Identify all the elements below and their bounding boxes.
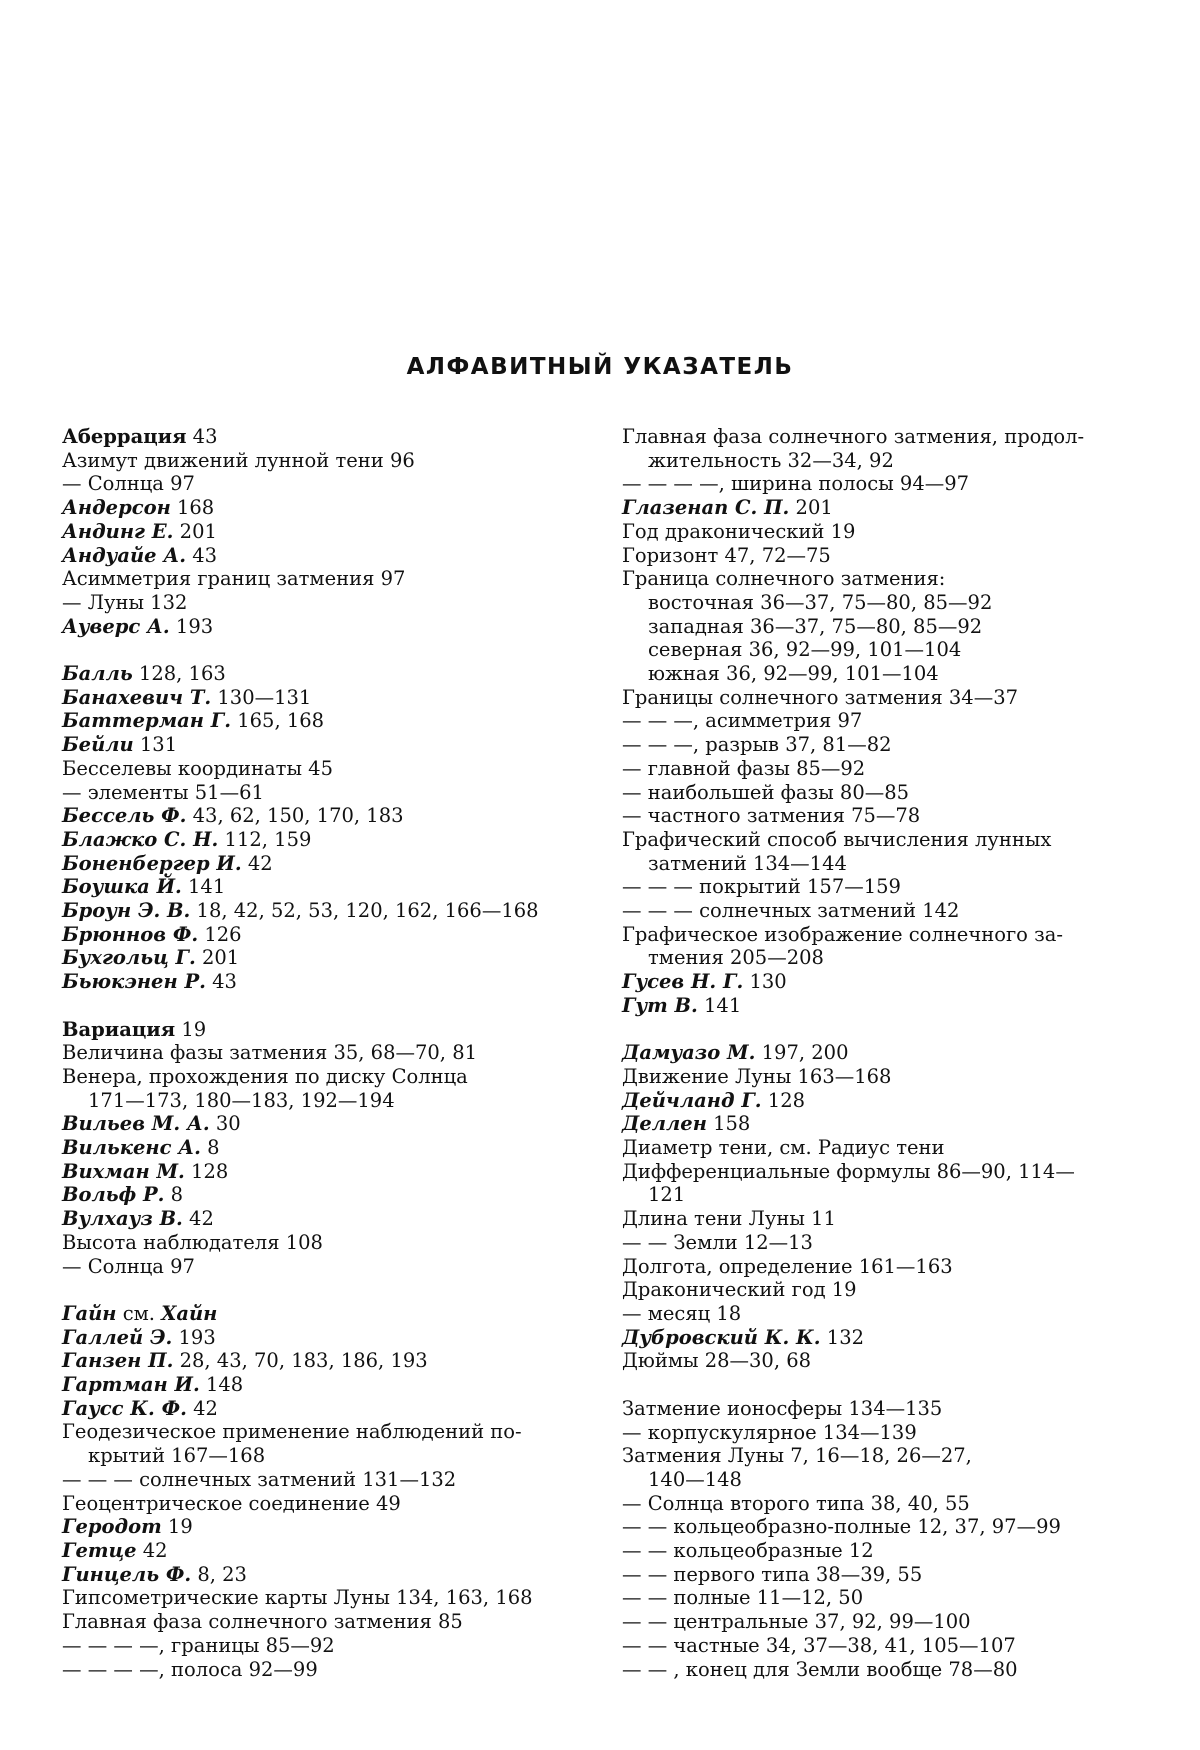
index-entry — [622, 1349, 1142, 1373]
index-entry — [62, 544, 582, 568]
index-entry — [62, 1539, 582, 1563]
index-entry-text: 128, 163 — [132, 662, 226, 686]
index-entry — [62, 852, 582, 876]
index-entry — [62, 449, 582, 473]
index-entry-text: 141 — [697, 993, 742, 1017]
index-entry-text: 165, 168 — [231, 709, 325, 733]
index-entry — [622, 828, 1142, 852]
index-entry-text: Главная фаза солнечного затмения, продол- — [622, 425, 1085, 448]
index-entry — [62, 1515, 582, 1539]
index-entry — [62, 496, 582, 520]
index-entry-text: — — кольцеобразные 12 — [622, 1539, 874, 1563]
index-entry-name: Глазенап С. П. — [622, 496, 790, 520]
index-entry — [62, 520, 582, 544]
index-entry-text: — Луны 132 — [62, 590, 188, 614]
index-entry — [62, 923, 582, 947]
index-entry — [622, 1421, 1142, 1445]
index-entry — [62, 1112, 582, 1136]
index-entry-name: Боушка Й. — [62, 875, 182, 899]
index-entry-name: Брюннов Ф. — [62, 922, 199, 946]
index-entry-text: Границы солнечного затмения 34—37 — [622, 685, 1019, 709]
index-entry-text: 43 — [205, 970, 237, 994]
index-entry — [62, 781, 582, 805]
index-entry-text: — — , конец для Земли вообще 78—80 — [622, 1657, 1018, 1681]
index-entry-text: Высота наблюдателя 108 — [62, 1230, 323, 1254]
index-entry-text: Дифференциальные формулы 86—90, 114— — [622, 1159, 1075, 1183]
index-entry-text: — частного затмения 75—78 — [622, 804, 921, 828]
index-entry-text: западная 36—37, 75—80, 85—92 — [648, 614, 983, 638]
index-entry — [622, 615, 1142, 639]
index-entry — [622, 1207, 1142, 1231]
index-entry — [62, 1492, 582, 1516]
index-entry-text: Граница солнечного затмения: — [622, 567, 946, 591]
index-entry-text: — — — —, границы 85—92 — [62, 1633, 335, 1657]
index-entry-text: — Солнца второго типа 38, 40, 55 — [622, 1491, 970, 1515]
index-entry-text: затмений 134—144 — [648, 851, 847, 875]
index-entry — [622, 1136, 1142, 1160]
index-entry-text: 8 — [200, 1136, 220, 1160]
index-entry — [622, 1539, 1142, 1563]
index-entry-text: 18, 42, 52, 53, 120, 162, 166—168 — [190, 899, 539, 923]
index-entry-text: Дюймы 28—30, 68 — [622, 1349, 812, 1373]
index-entry-text: — корпускулярное 134—139 — [622, 1420, 917, 1444]
index-entry — [62, 1160, 582, 1184]
index-entry-text: 171—173, 180—183, 192—194 — [88, 1088, 395, 1112]
index-entry — [622, 899, 1142, 923]
index-entry — [62, 899, 582, 923]
index-entry — [62, 1658, 582, 1682]
index-entry-text: Графическое изображение солнечного за- — [622, 922, 1063, 946]
index-entry — [622, 1160, 1142, 1184]
index-entry — [622, 1231, 1142, 1255]
index-entry — [622, 1586, 1142, 1610]
index-entry-text: Диаметр тени, см. Радиус тени — [622, 1136, 945, 1160]
index-entry-name: Геродот — [62, 1515, 162, 1539]
index-entry-name: Хайн — [161, 1301, 218, 1325]
index-entry-text: Главная фаза солнечного затмения 85 — [62, 1610, 463, 1634]
index-entry-name: Гусев Н. Г. — [622, 970, 744, 994]
index-entry-name: Галлей Э. — [62, 1325, 173, 1349]
index-entry-text: — — — покрытий 157—159 — [622, 875, 901, 899]
index-entry-text: — Солнца 97 — [62, 472, 195, 496]
index-entry-text: 126 — [198, 922, 242, 946]
index-entry-text: 43, 62, 150, 170, 183 — [186, 804, 404, 828]
index-entry-text: 42 — [136, 1539, 168, 1562]
index-entry-text: Геоцентрическое соединение 49 — [62, 1491, 401, 1515]
index-entry — [622, 1492, 1142, 1516]
index-entry — [622, 1326, 1142, 1350]
index-entry-name: Бьюкэнен Р. — [62, 970, 206, 994]
index-entry-text: — — —, разрыв 37, 81—82 — [622, 733, 892, 757]
index-entry-text: Геодезическое применение наблюдений по- — [62, 1420, 522, 1444]
index-entry-text: Длина тени Луны 11 — [622, 1207, 836, 1231]
index-entry-text: — — — —, полоса 92—99 — [62, 1657, 318, 1681]
index-entry-text: — наибольшей фазы 80—85 — [622, 780, 910, 804]
index-entry — [62, 1397, 582, 1421]
index-entry — [622, 709, 1142, 733]
index-entry — [62, 1373, 582, 1397]
index-entry-text: — элементы 51—61 — [62, 780, 264, 804]
index-entry-text: — — частные 34, 37—38, 41, 105—107 — [622, 1633, 1016, 1657]
index-entry-text: Долгота, определение 161—163 — [622, 1254, 953, 1278]
index-column-right — [622, 425, 1142, 1681]
index-entry — [62, 425, 582, 449]
index-entry-text: — — первого типа 38—39, 55 — [622, 1562, 923, 1586]
index-entry — [622, 472, 1142, 496]
index-entry — [622, 923, 1142, 947]
index-entry-text: 193 — [169, 614, 214, 638]
index-entry-text: 197, 200 — [755, 1041, 849, 1065]
index-entry-name: Бессель Ф. — [62, 804, 187, 828]
index-entry — [622, 1183, 1142, 1207]
index-entry-text: Асимметрия границ затмения 97 — [62, 567, 406, 591]
index-entry-text: 112, 159 — [218, 827, 312, 851]
index-entry — [62, 662, 582, 686]
index-entry — [622, 970, 1142, 994]
index-entry-text: 30 — [209, 1112, 241, 1136]
index-entry — [622, 591, 1142, 615]
index-entry-text: Движение Луны 163—168 — [622, 1064, 892, 1088]
index-entry-text: 19 — [161, 1515, 193, 1539]
index-entry — [62, 1468, 582, 1492]
index-entry-name: Гайн — [62, 1301, 117, 1325]
index-entry — [622, 1397, 1142, 1421]
index-entry-text: Бесселевы координаты 45 — [62, 756, 333, 780]
index-entry-text: Затмение ионосферы 134—135 — [622, 1396, 943, 1420]
index-entry-name: Балль — [62, 662, 133, 686]
index-entry — [622, 804, 1142, 828]
index-entry-text: крытий 167—168 — [88, 1444, 266, 1468]
index-entry — [62, 946, 582, 970]
index-entry-text: Венера, прохождения по диску Солнца — [62, 1064, 468, 1088]
index-entry — [622, 1563, 1142, 1587]
index-entry — [62, 1444, 582, 1468]
index-entry-name: Дубровский К. К. — [622, 1325, 821, 1349]
index-entry-text: 8 — [164, 1183, 184, 1207]
index-entry — [62, 1089, 582, 1113]
index-entry — [62, 970, 582, 994]
index-entry — [622, 1658, 1142, 1682]
index-entry — [62, 1420, 582, 1444]
index-entry — [622, 544, 1142, 568]
index-entry — [622, 1634, 1142, 1658]
index-entry — [62, 567, 582, 591]
index-entry-name: Андинг Е. — [62, 519, 174, 543]
index-entry-text: — — полные 11—12, 50 — [622, 1586, 864, 1610]
index-entry-name: Гинцель Ф. — [62, 1562, 192, 1586]
index-entry — [62, 686, 582, 710]
index-entry-text: Азимут движений лунной тени 96 — [62, 448, 415, 472]
index-entry-name: Деллен — [622, 1112, 707, 1136]
index-entry — [622, 781, 1142, 805]
index-entry — [62, 1018, 582, 1042]
index-entry-name: Дейчланд Г. — [622, 1088, 762, 1112]
index-entry-text: 128 — [184, 1159, 229, 1183]
index-entry — [62, 1255, 582, 1279]
index-entry-text: 8, 23 — [191, 1562, 247, 1586]
index-entry — [622, 638, 1142, 662]
index-entry-text: тмения 205—208 — [648, 946, 824, 970]
index-entry — [62, 1610, 582, 1634]
index-entry-text: южная 36, 92—99, 101—104 — [648, 662, 939, 686]
index-entry-name: Боненбергер И. — [62, 851, 242, 875]
index-entry — [62, 1302, 582, 1326]
index-entry-name: Гартман И. — [62, 1373, 200, 1397]
index-entry-text: 130—131 — [211, 685, 312, 709]
index-entry-text: — — — —, ширина полосы 94—97 — [622, 472, 970, 496]
index-entry-text: 193 — [172, 1325, 216, 1349]
index-entry — [62, 1231, 582, 1255]
index-entry — [62, 757, 582, 781]
index-entry-text: — — — солнечных затмений 142 — [622, 899, 960, 923]
index-entry-text: — — центральные 37, 92, 99—100 — [622, 1610, 971, 1634]
index-column-left — [62, 425, 582, 1681]
index-entry-text: северная 36, 92—99, 101—104 — [648, 638, 962, 662]
index-entry-text: — Солнца 97 — [62, 1254, 195, 1278]
index-entry-text: Горизонт 47, 72—75 — [622, 543, 831, 567]
index-entry — [622, 1065, 1142, 1089]
index-entry-text: — — — солнечных затмений 131—132 — [62, 1467, 457, 1491]
index-entry — [622, 520, 1142, 544]
index-entry — [62, 1586, 582, 1610]
index-entry-text: восточная 36—37, 75—80, 85—92 — [648, 590, 993, 614]
index-entry-name: Андуайе А. — [62, 543, 186, 567]
index-entry-text: Величина фазы затмения 35, 68—70, 81 — [62, 1041, 478, 1065]
index-entry — [622, 875, 1142, 899]
index-entry — [622, 1255, 1142, 1279]
index-entry-text: Аберрация — [62, 425, 187, 448]
index-entry-text: Гипсометрические карты Луны 134, 163, 168 — [62, 1586, 533, 1610]
index-entry-text: 158 — [706, 1112, 751, 1136]
index-entry-name: Вольф Р. — [62, 1183, 165, 1207]
index-entry — [622, 662, 1142, 686]
index-entry — [622, 757, 1142, 781]
index-entry-name: Гаусс К. Ф. — [62, 1396, 187, 1420]
index-entry-text: 201 — [195, 946, 240, 970]
index-entry — [622, 994, 1142, 1018]
index-entry-text: — — Земли 12—13 — [622, 1230, 813, 1254]
index-entry — [622, 852, 1142, 876]
index-entry — [62, 615, 582, 639]
index-entry — [62, 1183, 582, 1207]
index-entry-text: 43 — [186, 425, 218, 448]
index-entry-text: Затмения Луны 7, 16—18, 26—27, — [622, 1444, 972, 1468]
index-entry — [622, 1610, 1142, 1634]
index-entry — [622, 1278, 1142, 1302]
index-entry-name: Вихман М. — [62, 1159, 185, 1183]
index-entry — [622, 1468, 1142, 1492]
page-title: АЛФАВИТНЫЙ УКАЗАТЕЛЬ — [406, 354, 794, 380]
index-entry — [622, 686, 1142, 710]
index-entry-name: Блажко С. Н. — [62, 827, 219, 851]
index-entry — [62, 1065, 582, 1089]
index-entry-name: Вильев М. А. — [62, 1112, 210, 1136]
index-entry — [622, 1089, 1142, 1113]
index-entry-text: 148 — [199, 1373, 244, 1397]
index-entry-name: Гетце — [62, 1539, 137, 1562]
index-entry — [62, 1041, 582, 1065]
index-entry-text: 19 — [175, 1017, 207, 1041]
index-entry — [62, 828, 582, 852]
index-entry — [622, 449, 1142, 473]
index-entry-text: 168 — [170, 496, 215, 520]
index-entry — [622, 946, 1142, 970]
index-entry — [622, 733, 1142, 757]
index-entry-text: 140—148 — [648, 1467, 742, 1491]
index-entry-name: Броун Э. В. — [62, 899, 191, 923]
index-entry-text: 128 — [761, 1088, 806, 1112]
index-entry — [62, 472, 582, 496]
index-entry — [622, 496, 1142, 520]
index-entry-text: 42 — [186, 1396, 218, 1420]
index-entry-text: Драконический год 19 — [622, 1278, 857, 1302]
index-entry — [622, 1444, 1142, 1468]
index-entry-name: Ауверс А. — [62, 614, 170, 638]
index-entry — [62, 1349, 582, 1373]
index-entry-name: Баттерман Г. — [62, 709, 232, 733]
index-entry-text: 28, 43, 70, 183, 186, 193 — [173, 1349, 428, 1373]
index-entry — [62, 1634, 582, 1658]
index-entry — [62, 804, 582, 828]
index-entry-text: 121 — [648, 1183, 686, 1207]
index-entry-text: — главной фазы 85—92 — [622, 756, 866, 780]
index-entry — [622, 1041, 1142, 1065]
index-entry-name: Банахевич Т. — [62, 685, 212, 709]
index-entry — [622, 1302, 1142, 1326]
index-entry-text: 130 — [743, 970, 787, 994]
index-entry — [622, 1112, 1142, 1136]
index-entry-name: Ганзен П. — [62, 1349, 174, 1373]
index-entry-text: — — —, асимметрия 97 — [622, 709, 863, 733]
index-entry-text: 43 — [186, 543, 218, 567]
index-entry-name: Вилькенс А. — [62, 1136, 201, 1160]
index-entry-text: 42 — [182, 1207, 214, 1231]
index-entry-name: Гут В. — [622, 993, 698, 1017]
index-entry — [62, 1563, 582, 1587]
index-entry — [62, 1207, 582, 1231]
index-entry-name: Андерсон — [62, 496, 171, 520]
index-entry-text: 131 — [133, 733, 178, 757]
index-entry — [622, 1515, 1142, 1539]
index-entry-text: жительность 32—34, 92 — [648, 448, 894, 472]
index-entry-text: см. — [116, 1301, 162, 1325]
index-entry-text: 201 — [789, 496, 833, 520]
index-entry — [62, 591, 582, 615]
index-entry-name: Бухгольц Г. — [62, 946, 196, 970]
index-entry — [62, 1326, 582, 1350]
index-entry — [622, 567, 1142, 591]
index-entry-text: Графический способ вычисления лунных — [622, 827, 1052, 851]
index-entry-text: Вариация — [62, 1017, 176, 1041]
index-entry-text: 42 — [241, 851, 273, 875]
index-entry-name: Дамуазо М. — [622, 1041, 756, 1065]
index-entry-text: 132 — [820, 1325, 865, 1349]
index-entry-text: — месяц 18 — [622, 1302, 742, 1325]
index-entry-name: Бейли — [62, 733, 134, 757]
index-entry — [62, 733, 582, 757]
index-entry-text: — — кольцеобразно-полные 12, 37, 97—99 — [622, 1515, 1061, 1539]
index-entry — [622, 425, 1142, 449]
index-entry — [62, 709, 582, 733]
index-entry-name: Вулхауз В. — [62, 1207, 183, 1231]
index-entry — [62, 1136, 582, 1160]
index-entry-text: Год драконический 19 — [622, 519, 856, 543]
index-entry-text: 201 — [173, 519, 217, 543]
index-entry — [62, 875, 582, 899]
index-entry-text: 141 — [181, 875, 226, 899]
